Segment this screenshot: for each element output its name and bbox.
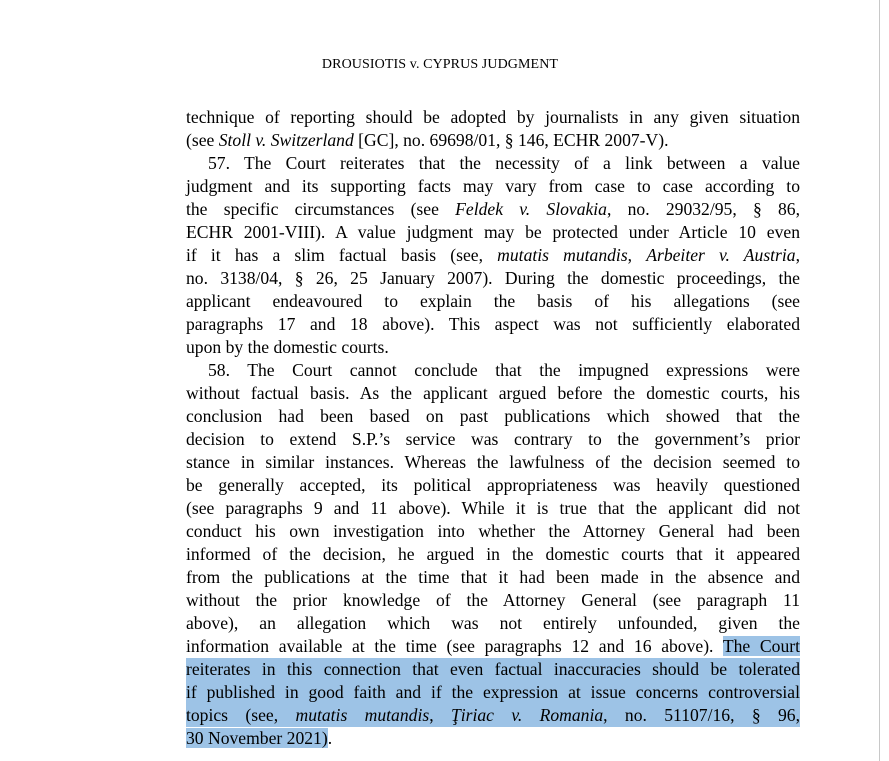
text-run: Feldek v. Slovakia [455,199,607,219]
text-line [186,681,800,704]
text-line [186,267,800,290]
text-line [186,244,800,267]
text-run: applicant endeavoured to explain the basis of his allegations (see [186,291,800,311]
text-line [186,658,800,681]
text-line [186,129,800,152]
text-run: (see [186,130,219,150]
text-line [186,520,800,543]
highlighted-text: , [429,705,451,725]
text-run: . [327,728,333,748]
text-line [186,221,800,244]
text-run: ECHR 2001-VIII). A value judgment may be protected under Article 10 even [186,222,800,242]
text-run: be generally accepted, its political appropriateness was heavily questioned [186,475,800,495]
text-run: the specific circumstances (see [186,199,456,219]
text-run: informed of the decision, he argued in the domestic courts that it appeared [186,544,800,564]
text-run: (see paragraphs 9 and 11 above). While it is true that the applicant did not [186,498,800,518]
highlighted-text: topics (see, [186,705,296,725]
text-line [186,106,800,129]
text-run: technique of reporting should be adopted by journalists in any given situation [186,107,800,127]
text-run: without the prior knowledge of the Attorney General (see paragraph 11 [186,590,800,610]
text-line [186,451,800,474]
text-run: 58. The Court cannot conclude that the impugned expressions were [208,360,800,380]
text-line [186,543,800,566]
text-line [186,635,800,658]
text-run: if it has a slim factual basis (see, [186,245,498,265]
text-run: paragraphs 17 and 18 above). This aspect was not sufficiently elaborated [186,314,800,334]
text-run: decision to extend S.P.’s service was contrary to the government’s prior [186,429,800,449]
text-line [186,198,800,221]
text-line [186,405,800,428]
text-line [186,589,800,612]
text-run: judgment and its supporting facts may vary from case to case according to [186,176,800,196]
running-header: DROUSIOTIS v. CYPRUS JUDGMENT [321,57,559,72]
text-line [186,359,800,382]
highlighted-text: if published in good faith and if the expression at issue concerns controversial [186,682,800,702]
text-run: conclusion had been based on past publications which showed that the [186,406,800,426]
text-run: 57. The Court reiterates that the necessity of a link between a value [208,153,800,173]
text-run: Stoll v. Switzerland [218,130,354,150]
text-line [186,727,800,750]
text-run: , [627,245,647,265]
text-run: Arbeiter v. Austria [646,245,796,265]
text-run: mutatis mutandis [497,245,628,265]
highlighted-text: reiterates in this connection that even factual inaccuracies should be tolerated [186,659,800,679]
text-line [186,474,800,497]
text-line [186,612,800,635]
text-line [186,497,800,520]
text-run: stance in similar instances. Whereas the lawfulness of the decision seemed to [186,452,800,472]
highlighted-text: , no. 51107/16, § 96, [603,705,800,725]
highlighted-text: mutatis mutandis [295,705,430,725]
judgment-text [186,106,800,750]
highlighted-text: Ţiriac v. Romania [450,705,604,725]
text-run: conduct his own investigation into whether the Attorney General had been [186,521,800,541]
text-line [186,175,800,198]
text-line [186,382,800,405]
text-line [186,566,800,589]
text-line [186,290,800,313]
text-line [186,152,800,175]
highlighted-text: 30 November 2021) [186,728,328,748]
text-line [186,313,800,336]
text-run: upon by the domestic courts. [186,337,389,357]
text-run: [GC], no. 69698/01, § 146, ECHR 2007-V). [353,130,669,150]
text-line [186,704,800,727]
text-line [186,336,800,359]
text-run: , [795,245,800,265]
text-line [186,428,800,451]
text-run: without factual basis. As the applicant argued before the domestic courts, his [186,383,800,403]
text-run: from the publications at the time that it had been made in the absence and [186,567,800,587]
text-run: no. 3138/04, § 26, 25 January 2007). During the domestic proceedings, the [186,268,800,288]
highlighted-text: The Court [722,636,800,656]
text-run: information available at the time (see paragraphs 12 and 16 above). [186,636,723,656]
text-run: above), an allegation which was not entirely unfounded, given the [186,613,800,633]
text-run: , no. 29032/95, § 86, [606,199,800,219]
